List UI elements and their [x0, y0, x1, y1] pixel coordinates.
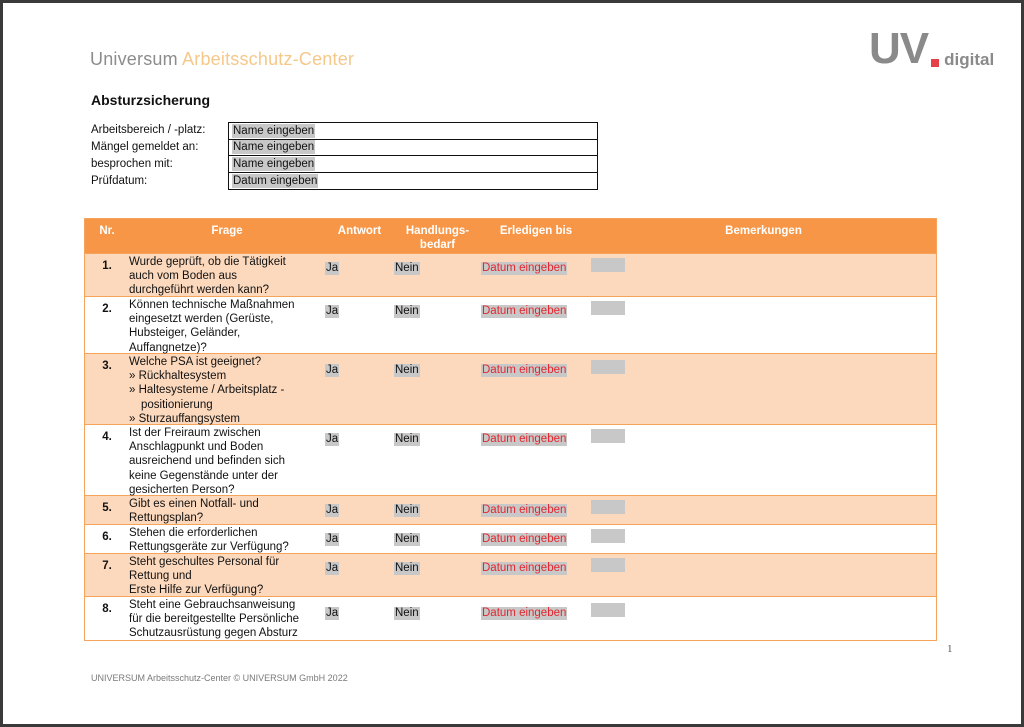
erledigen-date-field[interactable]: Datum eingeben: [482, 305, 567, 317]
footer-copyright: UNIVERSUM Arbeitsschutz-Center © UNIVERSUM GmbH 2022: [91, 673, 348, 683]
bemerkungen-field[interactable]: [591, 500, 625, 514]
table-row: [85, 596, 936, 640]
meta-row-arbeitsbereich: [91, 122, 598, 139]
header-handlungsbedarf: [394, 219, 481, 253]
question-line: Stehen die erforderlichen: [129, 527, 258, 539]
table-row: [85, 524, 936, 553]
header-handlung-line2: bedarf: [419, 239, 456, 251]
bemerkungen-field[interactable]: [591, 360, 625, 374]
antwort-field[interactable]: Ja: [326, 562, 339, 574]
handlungsbedarf-field[interactable]: Nein: [395, 305, 419, 317]
antwort-field[interactable]: Ja: [326, 504, 339, 516]
erledigen-date-field[interactable]: Datum eingeben: [482, 533, 567, 545]
table-row: [85, 296, 936, 353]
bemerkungen-field[interactable]: [591, 301, 625, 315]
logo-uv-text: UV: [869, 24, 929, 73]
question-line: Rettungsplan?: [129, 512, 204, 525]
header-frage: Frage: [211, 225, 243, 237]
besprochen-mit-field[interactable]: [228, 156, 598, 173]
row-question: [129, 354, 325, 424]
handlungsbedarf-field[interactable]: Nein: [395, 364, 419, 376]
question-line: gesicherten Person?: [129, 483, 235, 496]
table-row: [85, 353, 936, 424]
erledigen-date-field[interactable]: Datum eingeben: [482, 607, 567, 619]
logo-digital-text: digital: [944, 50, 995, 69]
page-number: 1: [947, 643, 953, 655]
bemerkungen-field[interactable]: [591, 258, 625, 272]
row-number: 5.: [102, 502, 112, 514]
bemerkungen-field[interactable]: [591, 529, 625, 543]
antwort-field[interactable]: Ja: [326, 433, 339, 445]
meta-label: Prüfdatum:: [91, 175, 148, 187]
meta-row-besprochen: [91, 156, 598, 173]
table-row: [85, 424, 936, 495]
question-line: Steht geschultes Personal für: [129, 556, 280, 568]
brand-header: [90, 49, 354, 70]
question-line: durchgeführt werden kann?: [129, 284, 270, 297]
question-line: ausreichend und befinden sich: [129, 455, 286, 468]
antwort-field[interactable]: Ja: [326, 533, 339, 545]
question-line: Steht eine Gebrauchsanweisung: [129, 599, 296, 611]
question-line: positionierung: [141, 398, 213, 411]
erledigen-date-field[interactable]: Datum eingeben: [482, 562, 567, 574]
question-line: » Sturzauffangsystem: [129, 412, 241, 425]
question-line: Erste Hilfe zur Verfügung?: [129, 584, 264, 597]
erledigen-date-field[interactable]: Datum eingeben: [482, 433, 567, 445]
question-line: Können technische Maßnahmen: [129, 299, 295, 311]
row-number: 6.: [102, 531, 112, 543]
logo-dot-icon: [931, 59, 939, 67]
question-line: keine Gegenstände unter der: [129, 469, 278, 482]
question-line: Anschlagpunkt und Boden: [129, 441, 264, 454]
antwort-field[interactable]: Ja: [326, 364, 339, 376]
question-line: Gibt es einen Notfall- und: [129, 498, 259, 510]
meta-row-maengel: [91, 139, 598, 156]
row-number: 7.: [102, 560, 112, 572]
meta-label: Mängel gemeldet an:: [91, 141, 199, 153]
field-placeholder[interactable]: Name eingeben: [233, 141, 315, 153]
header-nr: Nr.: [99, 225, 115, 237]
table-header: [85, 219, 936, 253]
antwort-field[interactable]: Ja: [326, 262, 339, 274]
row-number: 3.: [102, 360, 112, 372]
erledigen-date-field[interactable]: Datum eingeben: [482, 504, 567, 516]
field-placeholder[interactable]: Name eingeben: [233, 158, 315, 170]
header-antwort: Antwort: [337, 225, 382, 237]
table-row: [85, 553, 936, 596]
question-line: Rettung und: [129, 570, 192, 583]
question-line: » Haltesysteme / Arbeitsplatz -: [129, 384, 285, 397]
pruefdatum-field[interactable]: [228, 173, 598, 190]
header-handlung-line1: Handlungs-: [405, 225, 470, 237]
field-placeholder[interactable]: Datum eingeben: [233, 175, 318, 187]
handlungsbedarf-field[interactable]: Nein: [395, 607, 419, 619]
question-line: für die bereitgestellte Persönliche: [129, 613, 300, 626]
meta-label: besprochen mit:: [91, 158, 173, 170]
checklist-table: [84, 218, 937, 641]
maengel-gemeldet-field[interactable]: [228, 139, 598, 156]
question-line: » Rückhaltesystem: [129, 370, 227, 383]
field-placeholder[interactable]: Name eingeben: [233, 125, 315, 137]
table-row: [85, 253, 936, 296]
row-number: 8.: [102, 603, 112, 615]
document-title: Absturzsicherung: [91, 92, 211, 108]
question-line: Hubsteiger, Geländer,: [129, 327, 241, 340]
meta-label: Arbeitsbereich / -platz:: [91, 124, 206, 136]
question-line: Schutzausrüstung gegen Absturz: [129, 627, 298, 640]
bemerkungen-field[interactable]: [591, 558, 625, 572]
bemerkungen-field[interactable]: [591, 603, 625, 617]
row-question: [129, 496, 325, 524]
question-line: auch vom Boden aus: [129, 270, 238, 283]
meta-row-pruefdatum: [91, 173, 598, 190]
handlungsbedarf-field[interactable]: Nein: [395, 533, 419, 545]
question-line: eingesetzt werden (Gerüste,: [129, 313, 274, 326]
handlungsbedarf-field[interactable]: Nein: [395, 504, 419, 516]
header-bemerkungen: Bemerkungen: [725, 225, 802, 237]
row-question: [129, 297, 325, 353]
brand-name: Universum: [90, 49, 178, 69]
question-line: Auffangnetze)?: [129, 341, 207, 354]
question-line: Ist der Freiraum zwischen: [129, 427, 261, 439]
row-number: 2.: [102, 303, 112, 315]
row-question: [129, 254, 325, 296]
row-question: [129, 525, 325, 553]
brand-subtitle: Arbeitsschutz-Center: [182, 49, 355, 69]
erledigen-date-field[interactable]: Datum eingeben: [482, 262, 567, 274]
row-question: [129, 554, 325, 596]
row-number: 1.: [102, 260, 112, 272]
erledigen-date-field[interactable]: Datum eingeben: [482, 364, 567, 376]
question-line: Wurde geprüft, ob die Tätigkeit: [129, 256, 286, 268]
antwort-field[interactable]: Ja: [326, 607, 339, 619]
row-question: [129, 425, 325, 495]
table-row: [85, 495, 936, 524]
handlungsbedarf-field[interactable]: Nein: [395, 262, 419, 274]
header-erledigen-bis: Erledigen bis: [499, 225, 573, 237]
row-question: [129, 597, 325, 640]
bemerkungen-field[interactable]: [591, 429, 625, 443]
question-line: Welche PSA ist geeignet?: [129, 356, 262, 368]
question-line: Rettungsgeräte zur Verfügung?: [129, 541, 289, 554]
arbeitsbereich-field[interactable]: [228, 122, 598, 140]
row-number: 4.: [102, 431, 112, 443]
uv-digital-logo: [869, 24, 995, 73]
antwort-field[interactable]: Ja: [326, 305, 339, 317]
handlungsbedarf-field[interactable]: Nein: [395, 562, 419, 574]
handlungsbedarf-field[interactable]: Nein: [395, 433, 419, 445]
meta-fields: [91, 122, 598, 190]
